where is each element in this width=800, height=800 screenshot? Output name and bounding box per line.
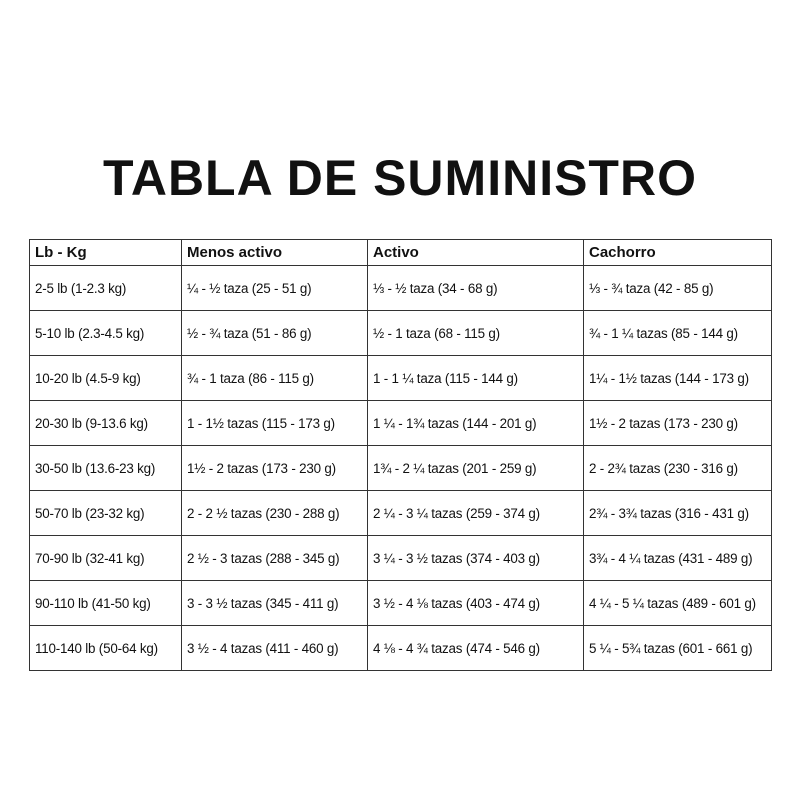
table-row <box>30 536 772 581</box>
cell-puppy: 3¾ - 4 ¼ tazas (431 - 489 g) <box>584 536 772 581</box>
table-row <box>30 446 772 491</box>
table-row <box>30 311 772 356</box>
feeding-table <box>29 239 772 671</box>
header-less-active: Menos activo <box>182 240 368 266</box>
cell-puppy: ⅓ - ¾ taza (42 - 85 g) <box>584 266 772 311</box>
cell-active: ⅓ - ½ taza (34 - 68 g) <box>368 266 584 311</box>
cell-puppy: 2 - 2¾ tazas (230 - 316 g) <box>584 446 772 491</box>
cell-weight: 20-30 lb (9-13.6 kg) <box>30 401 182 446</box>
table-row <box>30 491 772 536</box>
table-row <box>30 266 772 311</box>
table-row <box>30 581 772 626</box>
cell-weight: 5-10 lb (2.3-4.5 kg) <box>30 311 182 356</box>
cell-puppy: 1¼ - 1½ tazas (144 - 173 g) <box>584 356 772 401</box>
cell-puppy: 5 ¼ - 5¾ tazas (601 - 661 g) <box>584 626 772 671</box>
cell-active: 1 ¼ - 1¾ tazas (144 - 201 g) <box>368 401 584 446</box>
cell-less-active: 3 ½ - 4 tazas (411 - 460 g) <box>182 626 368 671</box>
cell-weight: 2-5 lb (1-2.3 kg) <box>30 266 182 311</box>
cell-active: ½ - 1 taza (68 - 115 g) <box>368 311 584 356</box>
cell-puppy: 1½ - 2 tazas (173 - 230 g) <box>584 401 772 446</box>
header-puppy: Cachorro <box>584 240 772 266</box>
cell-less-active: 1 - 1½ tazas (115 - 173 g) <box>182 401 368 446</box>
cell-active: 3 ½ - 4 ⅛ tazas (403 - 474 g) <box>368 581 584 626</box>
cell-less-active: ½ - ¾ taza (51 - 86 g) <box>182 311 368 356</box>
cell-active: 3 ¼ - 3 ½ tazas (374 - 403 g) <box>368 536 584 581</box>
cell-less-active: 2 - 2 ½ tazas (230 - 288 g) <box>182 491 368 536</box>
table-row <box>30 356 772 401</box>
cell-weight: 30-50 lb (13.6-23 kg) <box>30 446 182 491</box>
cell-weight: 10-20 lb (4.5-9 kg) <box>30 356 182 401</box>
cell-less-active: 3 - 3 ½ tazas (345 - 411 g) <box>182 581 368 626</box>
header-weight: Lb - Kg <box>30 240 182 266</box>
table-row <box>30 401 772 446</box>
table-row <box>30 626 772 671</box>
cell-puppy: 4 ¼ - 5 ¼ tazas (489 - 601 g) <box>584 581 772 626</box>
cell-weight: 70-90 lb (32-41 kg) <box>30 536 182 581</box>
cell-less-active: ¼ - ½ taza (25 - 51 g) <box>182 266 368 311</box>
cell-active: 4 ⅛ - 4 ¾ tazas (474 - 546 g) <box>368 626 584 671</box>
cell-active: 1 - 1 ¼ taza (115 - 144 g) <box>368 356 584 401</box>
cell-active: 2 ¼ - 3 ¼ tazas (259 - 374 g) <box>368 491 584 536</box>
cell-weight: 110-140 lb (50-64 kg) <box>30 626 182 671</box>
cell-weight: 50-70 lb (23-32 kg) <box>30 491 182 536</box>
header-row <box>30 240 772 266</box>
cell-weight: 90-110 lb (41-50 kg) <box>30 581 182 626</box>
header-active: Activo <box>368 240 584 266</box>
cell-less-active: ¾ - 1 taza (86 - 115 g) <box>182 356 368 401</box>
cell-less-active: 2 ½ - 3 tazas (288 - 345 g) <box>182 536 368 581</box>
cell-puppy: 2¾ - 3¾ tazas (316 - 431 g) <box>584 491 772 536</box>
cell-puppy: ¾ - 1 ¼ tazas (85 - 144 g) <box>584 311 772 356</box>
page-title: TABLA DE SUMINISTRO <box>103 150 697 206</box>
cell-less-active: 1½ - 2 tazas (173 - 230 g) <box>182 446 368 491</box>
cell-active: 1¾ - 2 ¼ tazas (201 - 259 g) <box>368 446 584 491</box>
